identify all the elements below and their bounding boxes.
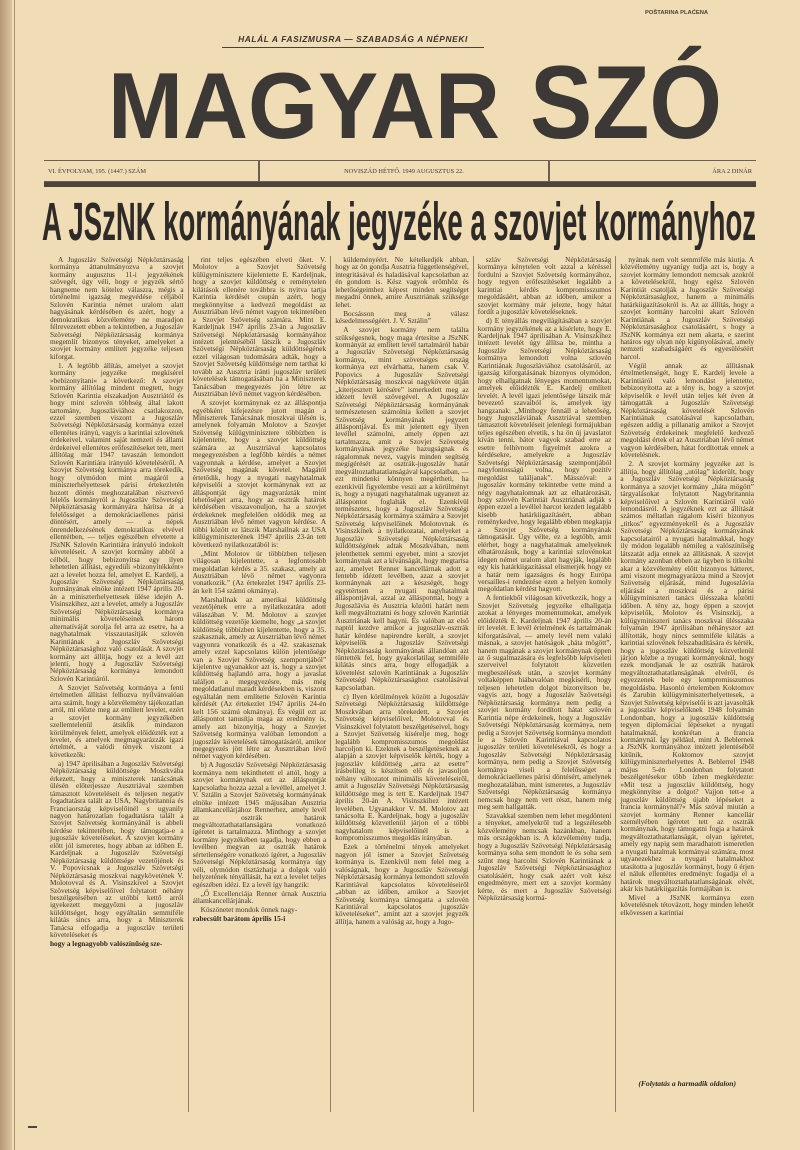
- masthead-title-right: SZÓ: [530, 45, 722, 161]
- article-bold-line: rabecsült barátom április 15-i: [192, 913, 286, 923]
- article-paragraph: d) E tényállás megvilágításában a szovjet kormány jegyzékének az a kísérlete, hogy E. Kardeljnak 1947 áprilisában A. Visinszkihez intézett levelét úgy állítsa be, mintha a Jugoszláv Szövetségi Népköztársaság kormánya lemondott volna szlovén Karintiának Jugoszláviához csatolásáról, az igazság kiforgatásának bizonyos olymódon, hogy elhallgatnak lényeges momentumokat, amelyek előidézték E. Kardelj említett levelét. A levél igazi jelentősége látszik már bevezető szavaiból is, amelyek így hangzanak: „Minthogy fennáll a lehetőség, hogy Jugoszláviának Ausztriával szemben támasztott követeléseit jelenlegi formájukban teljes egészében elvetik, s ha ön új javaslatot kíván tenni, bátor vagyok szabad erre az esetre felhívnom figyelmét azokra a kérdésekre, amelyekre a Jugoszláv Szövetségi Népköztársaság szempontjából nagyfontosságú volna, hogy pozitív megoldást találjanak”. Másszóval: a jugoszláv kormány tekintetbe vette mind a négy nagyhatalomnak azt az elhatározását, hogy szlovén Karintiát Ausztriának adják s éppen ezzel a levéllel harcot kezdett legalább kisebb határkiigazításért, abban reménykedve, hogy legalább ebben megkapja a Szovjet Szövetség kormányának támogatását. Úgy vélte, ez a legtöbb, amit elérhet, hogy a nagyhatalmak amelyeknek elhatározásuk, hogy a karintiai szlovénokat idegen német uralom alatt hagyják, legalább egy kis határkiigazítással elismerjék hogy ez a határ nem igazságos és hogy Európa versailles-i rendezése ezen a helyen komoly megoldatlan kérdést hagyott.: [477, 316, 612, 594]
- article-paragraph: küldeményéért. Ne kételkedjék abban, hogy az ön gondja Ausztria függetlenségével, integritásával és haladásával kapcsolatban az én gondom is. Kész vagyok erőmhöz és lehetőségeimhez képest minden segítséget megadni önnek, amire Ausztriának szüksége lehet.: [335, 256, 469, 309]
- article-paragraph: Végül annak az állításnak értelmetlenségét, hogy E. Kardelj levele a Karintiáról való lemondást jelentette, bebizonyította az a tény is, hogy a szovjet képviselők e levél után teljes két éven át támogatták a Jugoszláv Szövetségi Népköztársaság követelését Szlovén Karintiának csatolásával kapcsolatban, egészen addig a pillanatig amikor a Szovjet Szövetség érdekeinek megfelelő kedvező megoldást értek el az Ausztriában lévő német vagyon kérdésében, hátat fordítottak ennek a követelésnek.: [620, 360, 754, 460]
- article-paragraph: A fentiekből világosan következik, hogy a Szovjet Szövetség jegyzéke elhallgatja azokat a lényeges momentumokat, amelyek előidézték E. Kardeljnak 1947 április 20-án írt levelét. E levél értelmének és tartalmának kiforgatásával, — amely levél nem valaki másnak, a szovjet hatóságok „háta mögött”, hanem magának a szovjet kormánynak éppen az ő sugalmazására és legfelsőbb képviseleti szerveivel folytatott közvetlen megbeszélések után, a szovjet kormány voltaképpen hiábavalóan megkísérli, hogy teljesen lehetetlen dolgot bizonyítson be, vagyis azt, hogy a Jugoszláv Szövetségi Népköztársaság kormánya nem pedig a szovjet kormány fordított hátat szlovén Karintia népe érdekeinek, hogy a Jugoszláv Szövetségi Népköztársaság kormánya, nem pedig a Szovjet Szövetség kormánya mondott le a Szlovén Karintiával kapcsolatos jugoszláv területi követelésekről, és hogy a Jugoszláv Szövetségi Népköztársaság kormánya, nem pedig a Szovjet Szövetség kormánya viseli a felelősséget a demokráciaellenes párisi döntésért, amelynek meghozatalában, mint ismeretes, a Jugoszláv Szövetségi Népköztársaság kormánya nemcsak hogy nem vett részt, hanem még meg sem hallgatták.: [477, 593, 612, 812]
- page-binding-edge: [0, 0, 12, 1150]
- masthead: [100, 0, 740, 160]
- article-column-1: [46, 256, 189, 1112]
- column-5-body: [620, 256, 754, 1074]
- masthead-logo: [100, 0, 740, 160]
- headline-text: A JSzNK kormányának jegyzéke a szovjet kormányhoz: [42, 192, 757, 250]
- article-paragraph: b) A Jugoszláv Szövetségi Népköztársaság kormánya nem tekinthetett el attól, hogy a szovjet kormánynak ezt az álláspontját kapcsolatba hozza azzal a levéllel, amelyet J. V. Sztálin a Szovjet Szövetség kormányának elnöke intézett 1945 májusában Ausztria államkancellárjához Rennerhez, amely levél az osztrák határok megváltoztathatatlanságára vonatkozó ígéretet is tartalmazza. Minthogy a szovjet kormány jegyzékében tagadja, hogy ebben a levélben megvan az osztrák határok sértetlenségére vonatkozó ígéret, a Jugoszláv Szövetségi Népköztársaság kormánya úgy véli, olymódon tisztázhatja a dolgok való helyzetének tényállását, ha ezt a levelet teljes egészében idézi. Ez a levél így hangzik:: [192, 760, 327, 889]
- issue-info-bar: [44, 160, 756, 182]
- continued-note: (Folytatás a harmadik oldalon): [638, 1079, 737, 1088]
- article-paragraph: A Jugoszláv Szövetségi Népköztársaság kormánya áttanulmányozva a szovjet kormány augusztus 11-i jegyzékének szövegét, úgy véli, hogy e jegyzék sértő hangneme nem kötelez válaszra, mégis a történelmi igazság megvédése céljából Szlovén Karintia német uralom alatt hagyásának kérdésében és azért, hogy a demokratikus közvélemény ne maradjon félrevezetett ebben a tekintetben, a Jugoszláv Szövetségi Népköztársaság kormánya megemlít bizonyos tényeket, amelyeket a szovjet kormány említett jegyzéke teljesen kiforgat.: [50, 256, 184, 361]
- article-paragraph: a) 1947 áprilisában a Jugoszláv Szövetségi Népköztársaság küldöttsége Moszkvába érkezett, hogy a miniszterek tanácsának ülésén előterjessze Ausztriával szemben támasztott követeléseit és teljesen negatív fogadtatásra talált az USA, Nagybritannia és Franciaország képviselőinél s ugyanily nagyon határozatlan fogadtatásra talált a Szovjet Szövetség kormányánál is abbeli kérdése tekintetében, hogy támogatja-e a jugoszláv követeléseket. A szovjet kormány előtt jól ismeretes, hogy abban az időben E. Kardeljnak a Jugoszláv Szövetségi Népköztársaság küldöttsége vezetőjének és V. Popovicsnak a Jugoszláv Szövetségi Népköztársaság moszkvai nagykövetének V. Molotovval és A. Visinszkivel a Szovjet Szövetség képviselőivel folytatott néhány beszélgetésében az utóbbi kettő arról igyekezett meggyőzni a jugoszláv küldöttséget, hogy egyáltalán semmiféle kilátás sincs arra, hogy a Miniszterek Tanácsa elfogadja a jugoszláv területi követeléseket és: [50, 758, 184, 940]
- page-mark: [28, 1126, 37, 1128]
- article-paragraph: 2. A szovjet kormány jegyzéke azt is állítja, hogy állítólag „utólag” kiderült, hogy a Jugoszláv Szövetségi Népköztársaság kormánya a szovjet kormány „háta mögött” tárgyalásokat folytatott Nagybritannia képviselőivel a Szlovén Karintiáról való lemondásról. A jegyzéknek ezt az állítását számos méltatlan rágalom kíséri bizonyos „titkos” egyezményekről és a Jugoszláv Szövetségi Népköztársaság kormányának kapcsolatairól a nyugati hatalmakkal, hogy ily módon legalább némileg a valószínűség látszatát adja ennek az állításnak. A szovjet kormány azonban ebben az ügyben is titkolni akar a közvélemény előtt bizonyos hátteret, ami viszont megmagyarázza mind a Szovjet Szövetség eljárását, mind Jugoszlávia eljárását a moszkvai és a párisi külügyminiszteri tanács ülésszaka közötti időben. A tény az, hogy éppen a szovjet képviselők, Molotov és Visinszkij, a külügyminiszteri tanács moszkvai ülésszaka folyamán 1947 áprilisában néhányszor azt állították, hogy nincs semmiféle kilátás a karintiai szlovének felszabadítására és kérték, hogy a jugoszláv küldöttség közvetlenül járjon közbe a nyugati kormányoknál, hogy ezek mondjanak le az osztrák határok megváltoztathatatlanságának elvéről, és egyezzenek bele egy kompromisszumos megoldásba. Hasonló értelemben Koktomov és Zarubin külügyminiszterhelyettesek, a Szovjet Szövetség képviselői is azt javasolták a jugoszláv képviselőknek 1948 folyamán Londonban, hogy a jugoszláv küldöttség tegyen diplomáciai lépéseket a nyugati hatalmaknál, konkrétan a francia kormánynál. Így például, mint A. Beblernek a JSzNK kormányához intézett jelentéséből kitűnik, Koktomov szovjet külügyminiszterhelyettes A. Beblerrel 1948 május 5-én Londonban folytatott beszélgetésekor több ízben megkérdezte: »Mit tesz a jugoszláv küldöttség, hogy megkönnyítse a dolgot? Vajjon tett-e a jugoszláv küldöttség újabb lépéseket a francia kormánynál?« Más szóval miután a szovjet kormány Renner kancellár személyében ígéretet tett az osztrák kormánynak, hogy támogatni fogja a határok megváltoztathatatlanságát, olyan ígéretet, amely egy napig sem maradhatott ismeretlen a nyugati hatalmak kormányai számára, most ugyanezekhez a nyugati hatalmakhoz utasította a jugoszláv kormányt, hogy ő érjen el náluk ellentétes eredményt: fogadja el a határok megváltoztathatatlanságának elvét, akár kis határkiigazítás formájában is.: [620, 459, 754, 894]
- article-paragraph: nyának nem volt semmiféle más kiutja. A közvélemény ugyanígy tudja azt is, hogy a szovjet kormány lemondott nemcsak azokról a követelésekről, hogy egész Szlovén Karintiát csatolják a Jugoszláv Szövetségi Népköztársasághoz, hanem a minimális határkiigazításokról is. Az az állítás, hogy a szovjet kormány harcolni akart Szlovén Karintiának a Jugoszláv Szövetségi Népköztársasághoz csatolásáért, s hogy a JSzNK kormánya ezt nem akarta, e szerint határos egy olyan nép kigúnyolásával, amely nemzeti szabadságáért és egyesüléséért harcol.: [620, 256, 754, 361]
- dateline: NOVISZÁD HÉTFŐ. 1949 AUGUSZTUS 22.: [258, 161, 550, 181]
- article-column-4: [474, 256, 617, 1112]
- article-paragraph: rint teljes egészében elveti őket. V. Molotov a Szovjet Szövetség külügyminisztere kijelentette E. Kardeljnak, hogy a szovjet küldöttség e reménytelen kilátások ellenére továbbra is nyitva tartja Karintia kérdését csupán azért, hogy megkönnyítse a kedvező megoldást az Ausztriában lévő német vagyon tekintetében a Szovjet Szövetség számára. Mint E. Kardeljnak 1947 április 23-án a Jugoszláv Szövetségi Népköztársaság kormányához intézett jelentéséből látszik a Jugoszláv Szövetségi Népköztársaság küldöttségének ezzel világosan tudomására adták, hogy a Szovjet Szövetség küldöttsége nem tarthat ki tovább az Ausztria iránti jugoszláv területi követelések támogatásában ha a Miniszterek Tanácsában megegyezés jön létre az Ausztriában lévő német vagyon kérdésében.: [192, 256, 327, 399]
- headline-svg: [40, 190, 758, 250]
- article-paragraph: Bocsásson meg a válasz késedelmességéért. J. V. Sztálin”: [335, 308, 469, 326]
- masthead-motto: HALÁL A FASIZMUSRA — SZABADSÁG A NÉPNEKI: [222, 34, 484, 48]
- postage-note: POŠTARINA PLAĆENA: [645, 10, 709, 16]
- article-column-3: [331, 256, 474, 1112]
- article-paragraph: „Ő Excellenciája Renner úrnak Ausztria államkancellárjának.: [192, 888, 327, 906]
- article-paragraph: szláv Szövetségi Népköztársaság kormánya kénytelen volt azzal a kéréssel fordulni a Szovjet Szövetség kormányához, hogy tegyen erőfeszítéseket legalább a karintiai kérdés kompromisszumos megoldásáért, abban az időben, amikor a szovjet kormány már jelezte, hogy hátat fordít a jugoszláv követeléseknek.: [477, 256, 612, 317]
- article-bold-line: hogy a legnagyobb valószínűség sze-: [50, 939, 163, 949]
- issue-number: VI. ÉVFOLYAM, 195. (1447.) SZÁM: [48, 167, 147, 175]
- article-paragraph: Marshallnak az amerikai küldöttség vezetőjének erre a nyilatkozatára adott válaszában V. M. Molotov a szovjet küldöttség vezetője kiemelte, hogy „a szovjet küldöttség többízben kijelentette, hogy a 35. szakasznak, amely az Ausztriában lévő német vagyonra vonatkozik és a 42. szakasznak amely ezzel kapcsolatos külön jelentősége van a Szovjet Szövetség szempontjából” kijelentve ugyanakkor azt is, hogy a szovjet küldöttség hajlandó arra, hogy a javaslat találjon a megegyezésre, más még megoldatlanul maradt kérdésekben is, viszont egyáltalán nem említette Szlovén Karintia kérdését (Az értekezlet 1947 április 24-én kelt 156 számú okmánya). És végül ezt az álláspontot tanusítja maga az eredmény is, amely azt bizonyítja, hogy a Szovjet Szövetség kormánya valóban lemondott a jugoszláv követelések támogatásáról, amikor megegyezés jött létre az Ausztriában lévő német vagyon kérdésében.: [192, 594, 327, 761]
- article-paragraph: A szovjet kormány nem találta szükségesnek, hogy maga értesítse a JSzNK kormányát az említett levél tartalmáról habár a Jugoszláv Szövetségi Népköztársaság kormánya, mint szövetséges ország kormánya ezt elvárhatta, hanem csak V. Popovics a Jugoszláv Szövetségi Népköztársaság moszkvai nagykövete útján „kiterjesztett kérésére” ismerkedett meg az idézett levél szövegével. A Jugoszláv Szövetségi Népköztársaság kormányának természetesen számolnia kellett a szovjet Szövetség kormányának jegyzett álláspontjával. És mit jelentett egy ilyen levéllel számolni, amely éppen azt tartalmazza, amit a Szovjet Szövetség kormányának jegyzéke hazugságnak és rágalomnak nevez, vagyis minden segítség megígérését az osztrák-jugoszláv határ megváltoztathatatlanságával kapcsolatban, — ezt mindenki könnyen megértheti, ha ezenkívül figyelembe veszi azt a körülményt is, hogy a nyugati nagyhatalmak ugyanezt az álláspontot foglalták el. Ezenkívül természetes, hogy a Jugoszláv Szövetségi Népköztársaság kormánya számára a Szovjet Szövetség képviselőinek Molotovnak és Visinszkinek a nyilatkozatai, amelyeket a Jugoszláv Szövetségi Népköztársaság küldöttségének adtak Moszkvában, nem jelenthettek semmi egyebet, mint a szovjet kormánynak azt a kívánságát, hogy megtartsa azt, amelyet Renner kancellárnak adott a fentebb idézett levélben, azaz a szovjet kormánynak azt a készségét, hogy egyetértsen a nyugati nagyhatalmak álláspontjával, azzal az állásponttal, hogy a Jugoszlávia és Ausztria közötti határt nem kell megváltoztatni és hogy szlovén Karintiát Ausztriának kell hagyni. És valóban az első naptól kezdve amikor a jugoszláv-osztrák határ kérdése napirendre került, a szovjet képviselők a Jugoszláv Szövetségi Népköztársaság kormányának állandóan azt tüntették fel, hogy gyakorlatilag semmiféle kilátás sincs arra, hogy elfogadják a követelést szlovén Karintiának a Jugoszláv Szövetségi Népköztársasághoz csatolásával kapcsolatban.: [335, 325, 469, 692]
- article-paragraph: Mivel a JSzNK kormánya ezen követelésnek tétovázott, hogy minden lehetőt elkövessen a karintiai: [620, 893, 754, 917]
- headline: [40, 190, 758, 250]
- price: ÁRA 2 DINÁR: [712, 167, 752, 175]
- article-paragraph: Köszönetet mondok önnek nagy-: [200, 904, 298, 914]
- divider-rule: [44, 182, 756, 187]
- article-column-5: [616, 256, 758, 1112]
- article-paragraph: Szavakkal szemben nem lehet megdönteni a tényeket, amelyekről tud a legszélesebb közvélemény nemcsak hazánkban, hanem más országokban is. A közvélemény tudja, hogy a Jugoszláv Szövetségi Népköztársaság kormánya soha sem mondott le és soha sem szűnt meg harcolni Szlovén Karintiának a Jugoszláv Szövetségi Népköztársasághoz csatolásáért, hogy csak azért volt kész engedményre, mert ezt a szovjet kormány kérte, és mert a Jugoszláv Szövetségi Népköztársaság kormá-: [477, 811, 612, 903]
- masthead-title-left: MAGYAR: [108, 53, 500, 158]
- article-columns: [46, 256, 758, 1116]
- article-paragraph: Ezek a történelmi tények amelyeket nagyon jól ismer a Szovjet Szövetség kormánya is. Ezenkívül nem felel meg a valóságnak, hogy a Jugoszláv Szövetségi Népköztársaság kormánya lemondott szlovén Karintiával kapcsolatos követeléseiről „abban az időben, amikor a Szovjet Szövetség kormánya támogatta a szlovén Karintiával kapcsolatos jugoszláv követeléseket”, amint azt a szovjet jegyzék állítja, hanem a valóság az, hogy a Jugo-: [335, 842, 469, 926]
- article-paragraph: 1. A legtöbb állítás, amelyet a szovjet kormány jegyzéke megkísérel »bebizonyítani« a következő: A szovjet kormány állítólag mindent megtett, hogy Szlovén Karintia elszakadjon Ausztriától és hogy mint szlovén többség által lakott tartomány, Jugoszláviához csatlakozzon, ezzel szemben viszont a Jugoszláv Szövetségi Népköztársaság kormánya ezzel ellentétes irányú, vagyis a karintiai szlovének érdekeivel, valamint saját nemzeti és állami érdekeivel ellentétes erőfeszítéseket tett, mert állítólag már 1947 tavaszán lemondott Szlovén Karintiára irányuló követeléséről. A Szovjet Szövetség kormánya arra törekedik, hogy olymódon mint magáról a miniszterhelyettesek párisi értekezletén hozott döntés meghozatalában résztvevő felelős kormányról a Jugoszláv Szövetségi Népköztársaság kormányára hárítsa át a felelősséget a demokráciaellenes párisi döntésért, amely — a népek önrendelkezésének demokratikus elvével ellentétben, — teljes egészében elvetette a JSzNK Szlovén Karintiára irányuló indokolt követeléseit. A szovjet kormány abból a célból, hogy bebizonyítsa egy ilyen lehetetlen állítást, egyedüli »bizonyítékként« azt a levelet hozza fel, amelyet E. Kardelj, a Jugoszláv Szövetségi Népköztársaság kormányának elnöke intézett 1947 április 20-án a miniszterhelyettesek ülése idején A. Visinszkihez, azt a levelet, amely a Jugoszláv Szövetségi Népköztársaság kormánya minimális követeléseinek három alternatíváját sorolja fel arra az esetre, ha a nagyhatalmak visszautasítják szlovén Karintiának a Jugoszláv Szövetségi Népköztársasághoz való csatolását. A szovjet kormány azt állítja, hogy ez a levél azt jelenti, hogy a Jugoszláv Szövetségi Népköztársaság kormánya lemondott Szlovén Karintiáról.: [50, 360, 184, 683]
- article-paragraph: c) Ilyen körülmények között a Jugoszláv Szövetségi Népköztársaság küldöttsége Moszkvában arra törekedett, a Szovjet Szövetség képviselőivel, Molotovval és Visinszkivel folytatott beszélgetéseivel, hogy a Szovjet Szövetség kísérelje meg, hogy legalább kompromisszumos megoldást harcoljon ki. Ezeknek a beszélgetéseknek az alapján a szovjet képviselők kérték, hogy a jugoszláv küldöttség „arra az esetre” írásbelileg is készítsen elő és javasoljon néhány változatot minimális követeléseiről, amit a Jugoszláv Szövetségi Népköztársaság küldöttsége meg is tett E. Kardeljnak 1947 április 20-án A. Visinszkihez intézett levelében. Ugyanakkor V. M. Molotov azt tanácsolta E. Kardeljnak, hogy a jugoszláv küldöttség közvetlenül járjon el a többi nagyhatalom képviselőinél is a kompromisszumos megoldás irányában.: [335, 691, 469, 843]
- article-paragraph: „Mint Molotov úr többízben teljesen világosan kijelentette, a legfontosabb megoldatlan kérdés a 35. szakasz, amely az Ausztriában lévő német vagyonra vonatkozik.” (Az értekezlet 1947 április 23-án kelt 154 számú okmánya).: [192, 548, 327, 595]
- article-paragraph: A Szovjet Szövetség kormánya a fenti értelmetlen állítást felhozva nyilvánvalóan arra számít, hogy a közvélemény tájékozatlan arról, mi előzte meg az említett levelet, ezért a szovjet kormány jegyzékében szellemtelenül átsiklik mindazon körülmények felett, amelyek előidézték ezt a levelet, és amelyek megmagyarázzák igazi értelmét, a valódi tények viszont a következők:: [50, 682, 184, 759]
- article-column-2: [189, 256, 332, 1112]
- article-paragraph: A szovjet kormánynak ez az álláspontja egyébként kifejezésre jutott magán a Miniszterek Tanácsának moszkvai ülésén is, amelynek folyamán Molotov a Szovjet Szövetség külügyminisztere többízben is kijelentette, hogy a szovjet küldöttség számára az Ausztriával kapcsolatos megegyezésben a legfőbb kérdés a német vagyonnak a kérdése, amelyet a Szovjet Szövetség magának követel. Magától értetődik, hogy a nyugati nagyhatalmak képviselői a szovjet kormánynak ezt az álláspontját úgy magyarázták mint lehetőséget arra, hogy az osztrák határok kérdésében visszavonuljon, ha a szovjet érdekeknek megfelelően oldódik meg az Ausztriában lévő német vagyon kérdése. A többi között ez látszik Marshallnak az USA külügyminiszterének 1947 április 23-án tett következő nyilatkozatából is:: [192, 398, 327, 549]
- binding-line: [14, 0, 15, 1150]
